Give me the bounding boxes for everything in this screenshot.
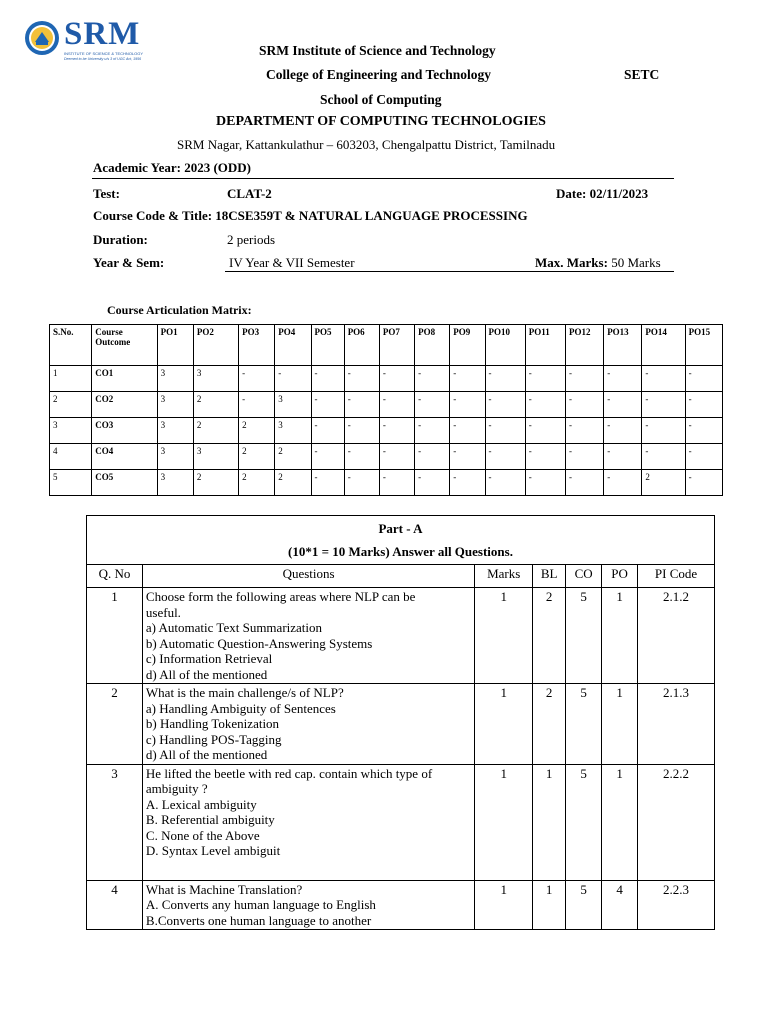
question-pi-code: 2.2.2 xyxy=(638,764,715,880)
duration-value: 2 periods xyxy=(227,232,276,247)
question-text xyxy=(142,764,474,880)
matrix-cell: - xyxy=(565,366,603,392)
question-marks: 1 xyxy=(475,684,533,765)
question-number: 3 xyxy=(87,764,143,880)
question-marks: 1 xyxy=(475,588,533,684)
matrix-cell: - xyxy=(485,444,525,470)
matrix-cell: - xyxy=(604,470,642,496)
question-number: 1 xyxy=(87,588,143,684)
matrix-header-cell: PO13 xyxy=(604,325,642,366)
question-row xyxy=(87,588,715,684)
max-marks-label: Max. Marks: xyxy=(535,255,608,270)
question-line: a) Handling Ambiguity of Sentences xyxy=(145,700,336,716)
question-co: 5 xyxy=(566,588,602,684)
part-a-header-row xyxy=(87,565,715,588)
question-row xyxy=(87,880,715,930)
matrix-row xyxy=(50,366,723,392)
matrix-cell: - xyxy=(379,392,414,418)
max-marks xyxy=(535,255,661,271)
part-a-column-header: CO xyxy=(566,565,602,588)
matrix-cell: 3 xyxy=(193,444,238,470)
part-a-column-header: Q. No xyxy=(87,565,143,588)
exam-date: Date: 02/11/2023 xyxy=(556,186,649,201)
matrix-header-row xyxy=(50,325,723,366)
question-text xyxy=(142,684,474,765)
question-line: He lifted the beetle with red cap. contain which type of xyxy=(145,765,433,781)
matrix-cell: - xyxy=(604,444,642,470)
matrix-header-cell: PO3 xyxy=(239,325,275,366)
question-text xyxy=(142,588,474,684)
matrix-cell: 2 xyxy=(642,470,685,496)
matrix-cell: - xyxy=(485,418,525,444)
matrix-title: Course Articulation Matrix: xyxy=(107,303,252,317)
matrix-cell: - xyxy=(685,366,722,392)
matrix-cell: - xyxy=(415,470,450,496)
matrix-header-cell: PO9 xyxy=(450,325,485,366)
matrix-cell: 2 xyxy=(275,470,311,496)
question-co: 5 xyxy=(566,880,602,930)
test-label: Test: xyxy=(93,186,120,201)
matrix-header-cell: S.No. xyxy=(50,325,92,366)
matrix-cell: - xyxy=(344,470,379,496)
part-a-heading xyxy=(87,516,715,565)
matrix-cell: 3 xyxy=(193,366,238,392)
matrix-cell: - xyxy=(415,444,450,470)
matrix-cell: - xyxy=(415,392,450,418)
matrix-row xyxy=(50,470,723,496)
matrix-cell: - xyxy=(344,392,379,418)
question-bl: 1 xyxy=(533,880,566,930)
matrix-cell: 4 xyxy=(50,444,92,470)
srm-logo xyxy=(22,18,162,68)
question-bl: 2 xyxy=(533,588,566,684)
matrix-cell: - xyxy=(450,470,485,496)
matrix-cell: CO1 xyxy=(92,366,157,392)
part-a-instruction: (10*1 = 10 Marks) Answer all Questions. xyxy=(288,544,513,559)
matrix-cell: CO5 xyxy=(92,470,157,496)
academic-year: Academic Year: 2023 (ODD) xyxy=(93,160,251,175)
question-line: c) Handling POS-Tagging xyxy=(145,731,282,747)
matrix-cell: - xyxy=(525,418,565,444)
matrix-header-cell: Course Outcome xyxy=(92,325,157,366)
matrix-cell: CO4 xyxy=(92,444,157,470)
part-a-column-header: PO xyxy=(602,565,638,588)
question-po: 1 xyxy=(602,684,638,765)
matrix-header-cell: PO11 xyxy=(525,325,565,366)
matrix-cell: 2 xyxy=(239,418,275,444)
matrix-cell: - xyxy=(379,470,414,496)
matrix-cell: - xyxy=(604,418,642,444)
matrix-cell: - xyxy=(415,418,450,444)
matrix-cell: - xyxy=(311,470,344,496)
matrix-cell: - xyxy=(485,470,525,496)
question-line: What is Machine Translation? xyxy=(145,881,303,897)
question-number: 4 xyxy=(87,880,143,930)
matrix-cell: - xyxy=(275,366,311,392)
matrix-cell: 2 xyxy=(193,418,238,444)
question-line: What is the main challenge/s of NLP? xyxy=(145,685,344,700)
matrix-cell: - xyxy=(311,444,344,470)
matrix-cell: 3 xyxy=(157,366,193,392)
question-line: D. Syntax Level ambiguit xyxy=(145,843,281,858)
part-a-table xyxy=(86,515,715,930)
institute-name: SRM Institute of Science and Technology xyxy=(259,43,496,58)
question-line: ambiguity ? xyxy=(145,781,208,796)
matrix-row xyxy=(50,392,723,418)
matrix-header-cell: PO1 xyxy=(157,325,193,366)
matrix-header-cell: PO6 xyxy=(344,325,379,366)
matrix-cell: 2 xyxy=(193,470,238,496)
matrix-cell: - xyxy=(379,366,414,392)
matrix-cell: - xyxy=(685,392,722,418)
college-name: College of Engineering and Technology xyxy=(266,67,492,82)
question-line: useful. xyxy=(145,604,181,620)
question-line: B.Converts one human language to another xyxy=(145,912,372,928)
matrix-cell: 3 xyxy=(275,392,311,418)
question-number: 2 xyxy=(87,684,143,765)
matrix-cell: - xyxy=(311,366,344,392)
address: SRM Nagar, Kattankulathur – 603203, Chengalpattu District, Tamilnadu xyxy=(177,137,556,152)
matrix-cell: - xyxy=(344,366,379,392)
matrix-cell: - xyxy=(485,366,525,392)
matrix-cell: 3 xyxy=(157,444,193,470)
question-line: d) All of the mentioned xyxy=(145,666,268,682)
part-a-column-header: BL xyxy=(533,565,566,588)
question-line: C. None of the Above xyxy=(145,827,260,843)
matrix-cell: - xyxy=(642,444,685,470)
course-articulation-matrix xyxy=(49,324,723,496)
question-line: A. Converts any human language to English xyxy=(145,897,376,912)
matrix-row xyxy=(50,418,723,444)
question-line: A. Lexical ambiguity xyxy=(145,796,257,812)
question-line: b) Automatic Question-Answering Systems xyxy=(145,635,373,651)
matrix-cell: - xyxy=(685,418,722,444)
matrix-cell: CO2 xyxy=(92,392,157,418)
matrix-header-cell: PO4 xyxy=(275,325,311,366)
matrix-cell: - xyxy=(565,418,603,444)
matrix-header-cell: PO15 xyxy=(685,325,722,366)
matrix-cell: - xyxy=(344,444,379,470)
matrix-cell: 3 xyxy=(157,470,193,496)
year-sem-value: IV Year & VII Semester xyxy=(229,255,355,270)
matrix-cell: 3 xyxy=(157,418,193,444)
school-name: School of Computing xyxy=(320,92,442,107)
matrix-header-cell: PO2 xyxy=(193,325,238,366)
test-value: CLAT-2 xyxy=(227,186,272,201)
matrix-cell: - xyxy=(344,418,379,444)
matrix-header-cell: PO12 xyxy=(565,325,603,366)
matrix-cell: - xyxy=(415,366,450,392)
matrix-cell: 2 xyxy=(275,444,311,470)
matrix-cell: - xyxy=(450,392,485,418)
matrix-cell: - xyxy=(311,418,344,444)
logo-tagline: Deemed to be University u/s 3 of UGC Act, 1956 xyxy=(64,57,142,61)
matrix-cell: - xyxy=(685,470,722,496)
question-row xyxy=(87,764,715,880)
matrix-cell: - xyxy=(525,392,565,418)
question-line: c) Information Retrieval xyxy=(145,651,273,666)
matrix-cell: - xyxy=(565,392,603,418)
matrix-cell: - xyxy=(565,470,603,496)
question-bl: 1 xyxy=(533,764,566,880)
matrix-cell: - xyxy=(685,444,722,470)
matrix-cell: - xyxy=(604,392,642,418)
matrix-cell: - xyxy=(604,366,642,392)
matrix-cell: CO3 xyxy=(92,418,157,444)
matrix-cell: - xyxy=(565,444,603,470)
matrix-cell: - xyxy=(525,444,565,470)
matrix-row xyxy=(50,444,723,470)
part-a-title: Part - A xyxy=(378,521,423,536)
matrix-cell: 2 xyxy=(193,392,238,418)
matrix-cell: 3 xyxy=(157,392,193,418)
matrix-cell: - xyxy=(642,366,685,392)
matrix-header-cell: PO8 xyxy=(415,325,450,366)
question-pi-code: 2.1.3 xyxy=(638,684,715,765)
divider xyxy=(92,178,674,179)
matrix-cell: - xyxy=(642,418,685,444)
matrix-header-cell: PO7 xyxy=(379,325,414,366)
logo-subtext: INSTITUTE OF SCIENCE & TECHNOLOGY xyxy=(64,51,144,56)
setc-label: SETC xyxy=(624,67,660,82)
matrix-cell: 2 xyxy=(239,470,275,496)
matrix-cell: - xyxy=(450,366,485,392)
matrix-cell: - xyxy=(642,392,685,418)
department-name: DEPARTMENT OF COMPUTING TECHNOLOGIES xyxy=(216,114,546,129)
question-marks: 1 xyxy=(475,764,533,880)
matrix-cell: 2 xyxy=(50,392,92,418)
matrix-header-cell: PO10 xyxy=(485,325,525,366)
question-marks: 1 xyxy=(475,880,533,930)
year-sem-label: Year & Sem: xyxy=(93,255,165,270)
question-line: Choose form the following areas where NLP can be xyxy=(145,589,416,604)
matrix-cell: - xyxy=(485,392,525,418)
matrix-cell: 5 xyxy=(50,470,92,496)
question-pi-code: 2.1.2 xyxy=(638,588,715,684)
matrix-cell: - xyxy=(450,418,485,444)
question-line: b) Handling Tokenization xyxy=(145,716,280,731)
matrix-cell: - xyxy=(450,444,485,470)
matrix-cell: - xyxy=(525,366,565,392)
question-text xyxy=(142,880,474,930)
matrix-cell: - xyxy=(379,418,414,444)
part-a-column-header: PI Code xyxy=(638,565,715,588)
question-line: B. Referential ambiguity xyxy=(145,812,275,827)
question-co: 5 xyxy=(566,764,602,880)
question-pi-code: 2.2.3 xyxy=(638,880,715,930)
question-po: 1 xyxy=(602,764,638,880)
duration-label: Duration: xyxy=(93,232,148,247)
matrix-cell: 2 xyxy=(239,444,275,470)
question-co: 5 xyxy=(566,684,602,765)
matrix-cell: 3 xyxy=(275,418,311,444)
divider xyxy=(225,271,674,272)
question-bl: 2 xyxy=(533,684,566,765)
matrix-cell: 1 xyxy=(50,366,92,392)
question-line: a) Automatic Text Summarization xyxy=(145,620,323,635)
matrix-cell: - xyxy=(311,392,344,418)
part-a-column-header: Marks xyxy=(475,565,533,588)
part-a-column-header: Questions xyxy=(142,565,474,588)
matrix-cell: - xyxy=(239,392,275,418)
question-line: d) All of the mentioned xyxy=(145,747,268,762)
max-marks-value: 50 Marks xyxy=(611,255,661,270)
question-row xyxy=(87,684,715,765)
matrix-header-cell: PO5 xyxy=(311,325,344,366)
course-title: Course Code & Title: 18CSE359T & NATURAL LANGUAGE PROCESSING xyxy=(93,208,528,223)
logo-wordmark: SRM xyxy=(64,16,141,52)
matrix-cell: - xyxy=(525,470,565,496)
matrix-cell: - xyxy=(239,366,275,392)
question-po: 1 xyxy=(602,588,638,684)
matrix-cell: 3 xyxy=(50,418,92,444)
question-po: 4 xyxy=(602,880,638,930)
matrix-cell: - xyxy=(379,444,414,470)
matrix-header-cell: PO14 xyxy=(642,325,685,366)
